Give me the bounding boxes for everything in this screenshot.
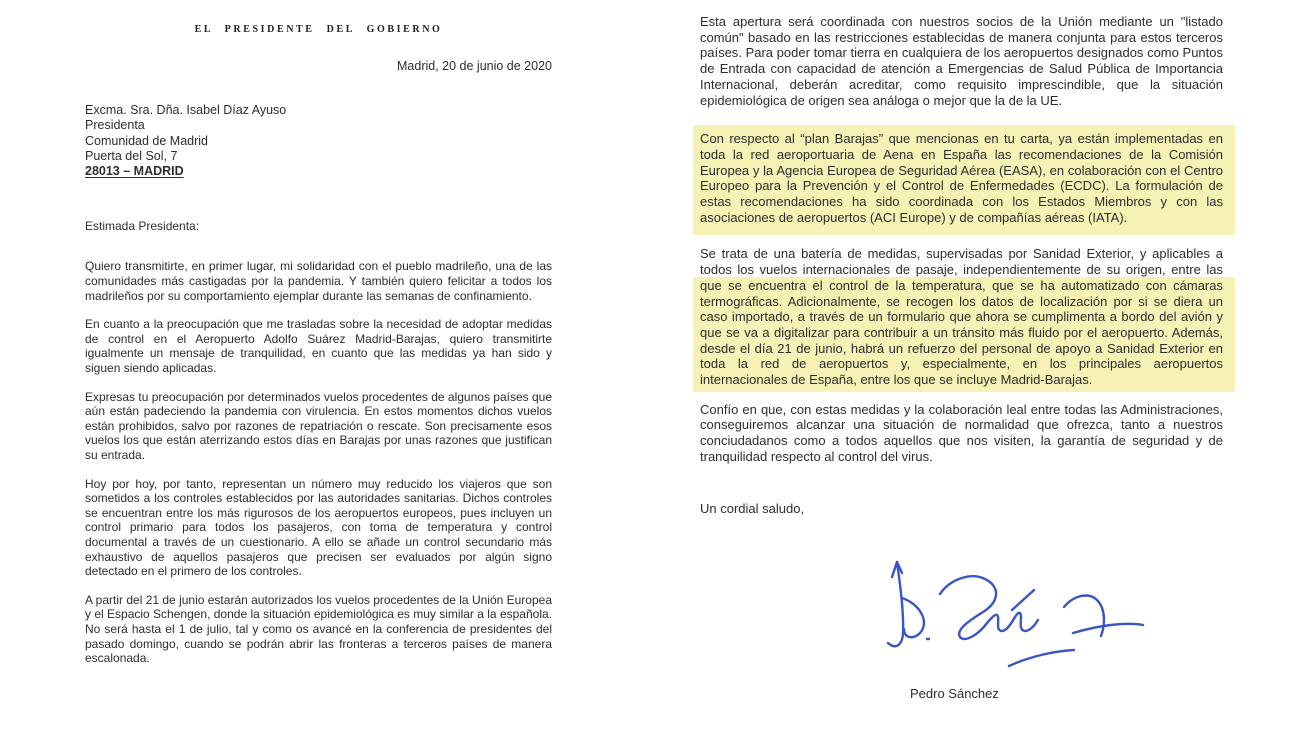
signature-stroke [888,562,903,646]
closing-salutation: Un cordial saludo, [700,500,805,516]
highlighted-paragraph: Con respecto al “plan Barajas” que mencionas en tu carta, ya están implementadas en toda la red aeroportuaria de Aena en España las recomendaciones de la Comisión Europea y la Agencia Europea de Seguridad Aérea (EASA), en colaboración con el Centro Europeo para la Prevención y el Control de Enfermedades (ECDC). La formulación de estas recomendaciones ha sido coordinada con los Estados Miembros y con las asociaciones de aeropuertos (ACI Europe) y de compañías aéreas (IATA). [693,125,1235,235]
body-paragraph: En cuanto a la preocupación que me trasladas sobre la necesidad de adoptar medidas de control en el Aeropuerto Adolfo Suárez Madrid-Barajas, quiero transmitirte igualmente un mensaje de tranquilidad, en cuanto que las medidas ya han sido y siguen siendo aplicadas. [85,317,552,376]
address-line-postal-code: 28013 – MADRID [85,164,184,179]
address-line: Puerta del Sol, 7 [85,148,178,163]
body-paragraph: Esta apertura será coordinada con nuestros socios de la Unión mediante un "listado común" basado en las restricciones establecidas de manera conjunta para estos terceros países. Para poder tomar tierra en cualquiera de los aeropuertos designados como Puntos de Entrada con capacidad de atención a Emergencias de Salud Pública de Importancia Internacional, deberán acreditar, como requisito imprescindible, que la situación epidemiológica de origen sea análoga o mejor que la de la UE. [700,14,1223,108]
signature-stroke [1009,650,1074,666]
letter-left-page [85,0,552,666]
paragraph-lead-text: Se trata de una batería de medidas, supervisadas por Sanidad Exterior, y aplicables a todos los vuelos internacionales de pasaje, independientemente de su origen, [700,246,1223,278]
address-line: Comunidad de Madrid [85,133,208,148]
recipient-address [85,103,552,179]
date-line: Madrid, 20 de junio de 2020 [397,59,552,73]
body-paragraph: A partir del 21 de junio estarán autorizados los vuelos procedentes de la Unión Europea y el Espacio Schengen, donde la situación epidemiológica es muy similar a la española. No será hasta el 1 de julio, tal y como os avancé en la conferencia de presidentes del pasado domingo, cuando se podrán abrir las fronteras a terceros países de manera escalonada. [85,592,552,666]
body-paragraph: Expresas tu preocupación por determinados vuelos procedentes de algunos países que aún están padeciendo la pandemia con virulencia. En estos momentos dichos vuelos están prohibidos, salvo por razones de repatriación o rescate. Son precisamente esos vuelos los que están aterrizando estos días en Barajas por unas razones que justifican su entrada. [85,389,552,463]
body-paragraph: Confío en que, con estas medidas y la colaboración leal entre todas las Administraciones, conseguiremos alcanzar una situación de normalidad que ofrezca, tanto a nuestros conciudadanos como a todos aquellos que nos visiten, la garantía de seguridad y de tranquilidad respecto al control del virus. [700,401,1223,464]
signature-stroke [1073,624,1143,633]
paragraph-highlighted-text: entre las que se encuentra el control de la temperatura, que se ha automatizado con cámaras termográficas. Adicionalmente, se recogen los datos de localización por si se diera un caso importado, a través de un formulario que ahora se cumplimenta a bordo del avión y que se va a digitalizar para contribuir a un tránsito más fluido por el aeropuerto. Además, desde el día 21 de junio, habrá un refuerzo del personal de apoyo a Sanidad Exterior en toda la red de aeropuertos y, especialmente, en los principales aeropuertos internacionales de España, entre los que se incluye Madrid-Barajas. [700,262,1223,388]
letterhead-title: EL PRESIDENTE DEL GOBIERNO [194,24,443,35]
body-paragraph: Quiero transmitirte, en primer lugar, mi solidaridad con el pueblo madrileño, una de las comunidades más castigadas por la pandemia. Y también quiero felicitar a todos los madrileños por su comportamiento ejemplar durante las semanas de confinamiento. [85,259,552,303]
body-paragraph: Hoy por hoy, por tanto, representan un número muy reducido los viajeros que son sometidos a los controles establecidos por las autoridades sanitarias. Dichos controles se encuentran entre los más rigurosos de los aeropuertos europeos, pues incluyen un control primario para todos los pasajeros, con toma de temperatura y control documental a través de un cuestionario. A ello se añade un control secundario más exhaustivo de aquellos pasajeros que precisen ser evaluados por algún signo detectado en el primero de los controles. [85,476,552,579]
signer-name: Pedro Sánchez [910,686,999,701]
address-line: Excma. Sra. Dña. Isabel Díaz Ayuso [85,103,287,117]
partially-highlighted-paragraph [700,246,1223,387]
letter-right-page [700,0,1223,701]
signature-stroke [902,598,924,637]
salutation: Estimada Presidenta: [85,219,200,234]
signature-stroke [1012,590,1034,610]
signature-stroke [940,576,1038,639]
address-line: Presidenta [85,118,145,133]
signature [868,548,1158,682]
